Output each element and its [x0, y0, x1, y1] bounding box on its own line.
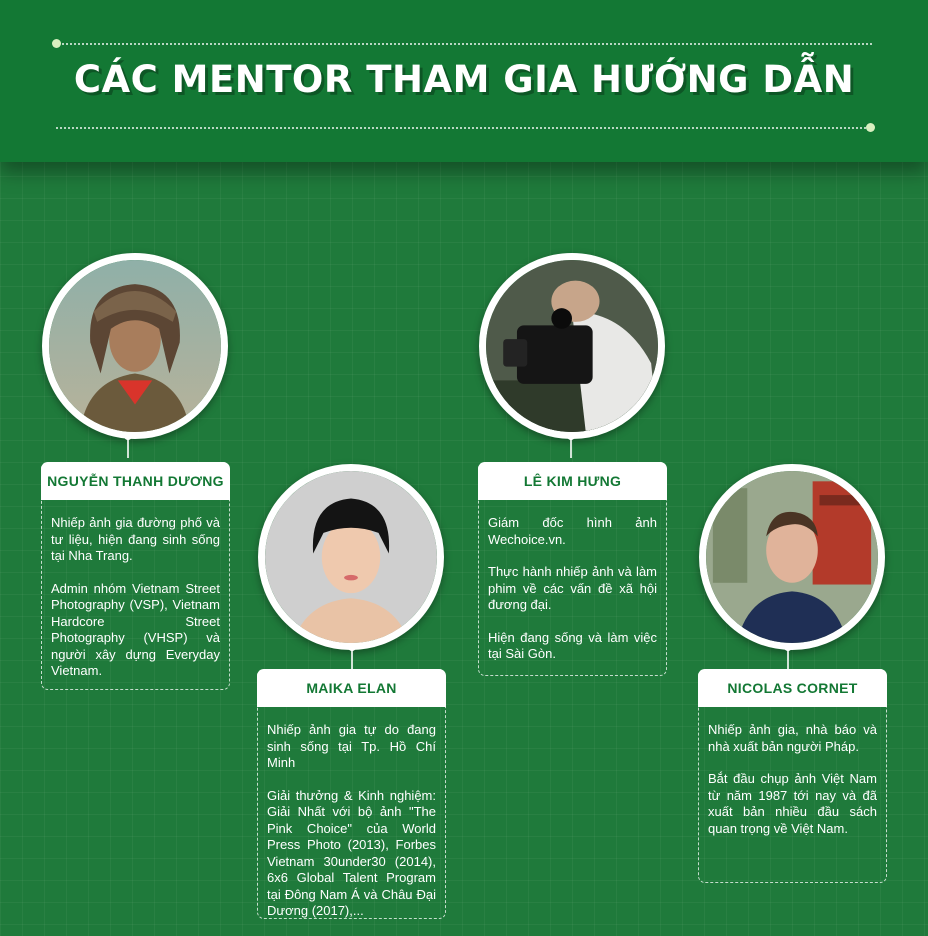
connector-stem-1 — [127, 436, 129, 458]
bio-paragraph: Thực hành nhiếp ảnh và làm phim về các vấn đề xã hội đương đại. — [488, 564, 657, 612]
bio-paragraph: Giám đốc hình ảnh Wechoice.vn. — [488, 515, 657, 547]
bio-paragraph: Nhiếp ảnh gia tự do đang sinh sống tại Tp. Hồ Chí Minh — [267, 722, 436, 770]
header-dotted-line-bottom — [56, 127, 866, 129]
header-dotted-line-top — [62, 43, 872, 45]
mentor-card-nguyen-thanh-duong — [41, 462, 230, 690]
mentor-card-maika-elan — [257, 669, 446, 919]
bio-paragraph: Nhiếp ảnh gia đường phố và tư liệu, hiện đang sinh sống tại Nha Trang. — [51, 515, 220, 563]
connector-stem-3 — [570, 436, 572, 458]
header-dot-bottom-right — [866, 123, 875, 132]
connector-stem-2 — [351, 647, 353, 669]
connector-stem-4 — [787, 647, 789, 669]
bio-paragraph: Admin nhóm Vietnam Street Photography (VSP), Vietnam Hardcore Street Photography (VHSP) và người xây dựng Everyday Vietnam. — [51, 580, 220, 678]
mentor-bio — [488, 515, 657, 679]
mentor-photo-le-kim-hung — [479, 253, 665, 439]
mentor-photo-maika-elan — [258, 464, 444, 650]
header-banner — [0, 0, 928, 162]
bio-paragraph: Hiện đang sống và làm việc tại Sài Gòn. — [488, 629, 657, 661]
header-dot-top-left — [52, 39, 61, 48]
bio-paragraph: Giải thưởng & Kinh nghiệm: Giải Nhất với bộ ảnh "The Pink Choice" của World Press Photo (2013), Forbes Vietnam 30under30 (2014), 6x6 Global Talent Program tại Đông Nam Á và Châu Đại Dương (2017),... — [267, 787, 436, 918]
mentor-bio — [267, 722, 436, 936]
mentor-card-nicolas-cornet — [698, 669, 887, 883]
bio-paragraph: Bắt đầu chụp ảnh Việt Nam từ năm 1987 tới nay và đã xuất bản nhiều đầu sách quan trọng về Việt Nam. — [708, 771, 877, 836]
mentor-name: NICOLAS CORNET — [698, 669, 887, 707]
mentor-name: NGUYỄN THANH DƯƠNG — [41, 462, 230, 500]
bio-paragraph: Nhiếp ảnh gia, nhà báo và nhà xuất bản người Pháp. — [708, 722, 877, 754]
mentor-name: MAIKA ELAN — [257, 669, 446, 707]
mentor-photo-nguyen-thanh-duong — [42, 253, 228, 439]
page-title: CÁC MENTOR THAM GIA HƯỚNG DẪN — [73, 58, 855, 101]
mentor-bio — [708, 722, 877, 853]
mentor-photo-nicolas-cornet — [699, 464, 885, 650]
mentor-bio — [51, 515, 220, 696]
mentor-card-le-kim-hung — [478, 462, 667, 676]
mentor-name: LÊ KIM HƯNG — [478, 462, 667, 500]
